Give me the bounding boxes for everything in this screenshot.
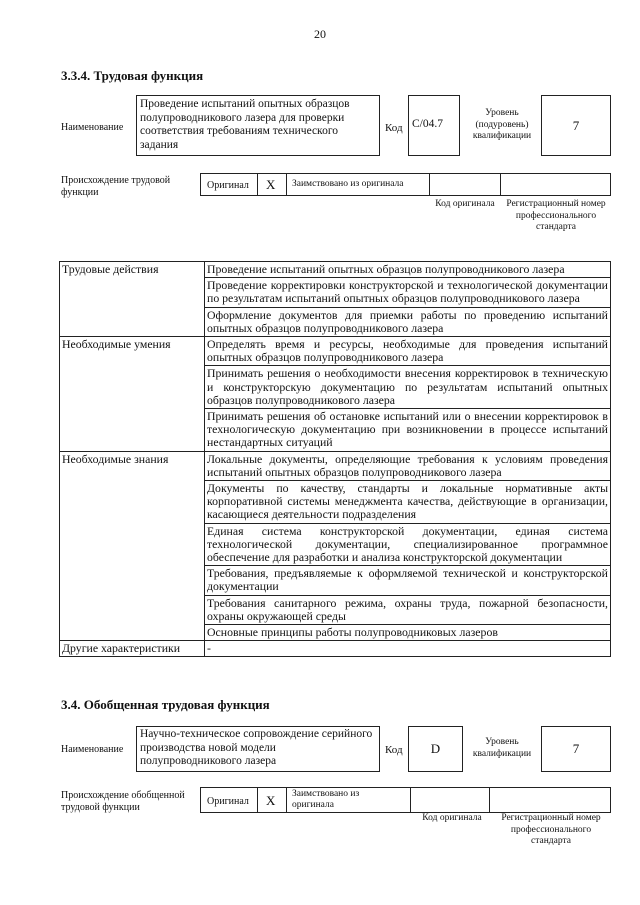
code-label-2: Код <box>385 744 403 756</box>
table-cell: Определять время и ресурсы, необходимые для проведения испытаний опытных образцов полупроводникового лазера <box>205 337 611 366</box>
level-box <box>541 95 611 156</box>
table-row <box>60 641 611 657</box>
code-original-label-2: Код оригинала <box>422 813 482 823</box>
original-mark-cell <box>257 173 287 196</box>
function-name-box <box>136 95 380 156</box>
table-category: Трудовые действия <box>60 262 205 337</box>
level-value-2: 7 <box>572 741 580 756</box>
level-value: 7 <box>572 118 580 133</box>
borrowed-label: Заимствовано из оригинала <box>292 179 404 189</box>
original-mark-cell-2 <box>257 787 287 813</box>
code-label: Код <box>385 122 403 134</box>
original-label: Оригинал <box>207 180 249 191</box>
original-mark: X <box>266 177 276 192</box>
table-category: Необходимые умения <box>60 337 205 452</box>
table-cell: Принимать решения о необходимости внесения корректировок в техническую и конструкторскую документацию по результатам испытаний опытных образцов полупроводникового лазера <box>205 366 611 409</box>
code-original-label: Код оригинала <box>435 199 495 209</box>
name-label-2: Наименование <box>61 744 124 755</box>
table-cell: Локальные документы, определяющие требования к условиям проведения испытаний опытных образцов полупроводникового лазера <box>205 451 611 480</box>
original-label-2: Оригинал <box>207 796 249 807</box>
page-number: 20 <box>314 27 326 41</box>
section-title: 3.3.4. Трудовая функция <box>61 68 204 83</box>
table-cell: - <box>205 641 611 657</box>
table-row <box>60 262 611 278</box>
table-cell: Требования, предъявляемые к оформляемой технической и конструкторской документации <box>205 566 611 595</box>
table-cell: Проведение испытаний опытных образцов полупроводникового лазера <box>205 262 611 278</box>
table-cell: Единая система конструкторской документации, единая система технологической документации, специализированное программное обеспечение для разработки и анализа конструкторской документации <box>205 523 611 566</box>
original-mark-2: X <box>266 793 276 808</box>
general-function-name-box <box>136 726 380 772</box>
reg-number-cell-2 <box>489 787 611 813</box>
borrowed-cell-2 <box>286 787 411 813</box>
level-label: Уровень (подуровень) квалификации <box>472 108 532 141</box>
function-name-value: Проведение испытаний опытных образцов полупроводникового лазера для проверки соответствия требованиям технического задания <box>140 98 350 151</box>
origin-label-2: Происхождение обобщенной трудовой функции <box>61 790 185 813</box>
code-value: C/04.7 <box>412 118 443 130</box>
level-box-2 <box>541 726 611 772</box>
reg-number-cell <box>500 173 611 196</box>
table-category: Другие характеристики <box>60 641 205 657</box>
code-value-2: D <box>430 741 441 756</box>
table-row <box>60 451 611 480</box>
original-cell-2 <box>200 787 258 813</box>
origin-label: Происхождение трудовой функции <box>61 175 171 198</box>
table-cell: Документы по качеству, стандарты и локальные нормативные акты корпоративной системы менеджмента качества, действующие в организации, касающиеся деятельности подразделения <box>205 481 611 524</box>
level-label-2: Уровень квалификации <box>472 737 532 759</box>
table-row <box>60 337 611 366</box>
table-cell: Основные принципы работы полупроводниковых лазеров <box>205 625 611 641</box>
table-cell: Требования санитарного режима, охраны труда, пожарной безопасности, охраны окружающей среды <box>205 595 611 624</box>
code-original-cell-2 <box>410 787 490 813</box>
table-cell: Проведение корректировки конструкторской и технологической документации по результатам испытаний опытных образцов полупроводникового лазера <box>205 278 611 307</box>
section2-title: 3.4. Обобщенная трудовая функция <box>61 697 270 712</box>
borrowed-label-2: Заимствовано из оригинала <box>292 789 360 810</box>
general-function-name-value: Научно-техническое сопровождение серийного производства новой модели полупроводникового лазера <box>140 728 373 767</box>
code-box <box>408 95 460 156</box>
table-category: Необходимые знания <box>60 451 205 641</box>
borrowed-cell <box>286 173 430 196</box>
table-cell: Принимать решения об остановке испытаний или о внесении корректировок в технологическую документацию при возникновении в процессе испытаний нестандартных ситуаций <box>205 409 611 452</box>
reg-number-label-2: Регистрационный номер профессионального стандарта <box>501 813 601 846</box>
original-cell <box>200 173 258 196</box>
reg-number-label: Регистрационный номер профессионального стандарта <box>506 199 606 232</box>
code-original-cell <box>429 173 501 196</box>
code-box-2 <box>408 726 463 772</box>
table-cell: Оформление документов для приемки работы по проведению испытаний опытных образцов полупроводникового лазера <box>205 307 611 336</box>
function-details-table <box>59 261 611 657</box>
name-label: Наименование <box>61 122 124 133</box>
